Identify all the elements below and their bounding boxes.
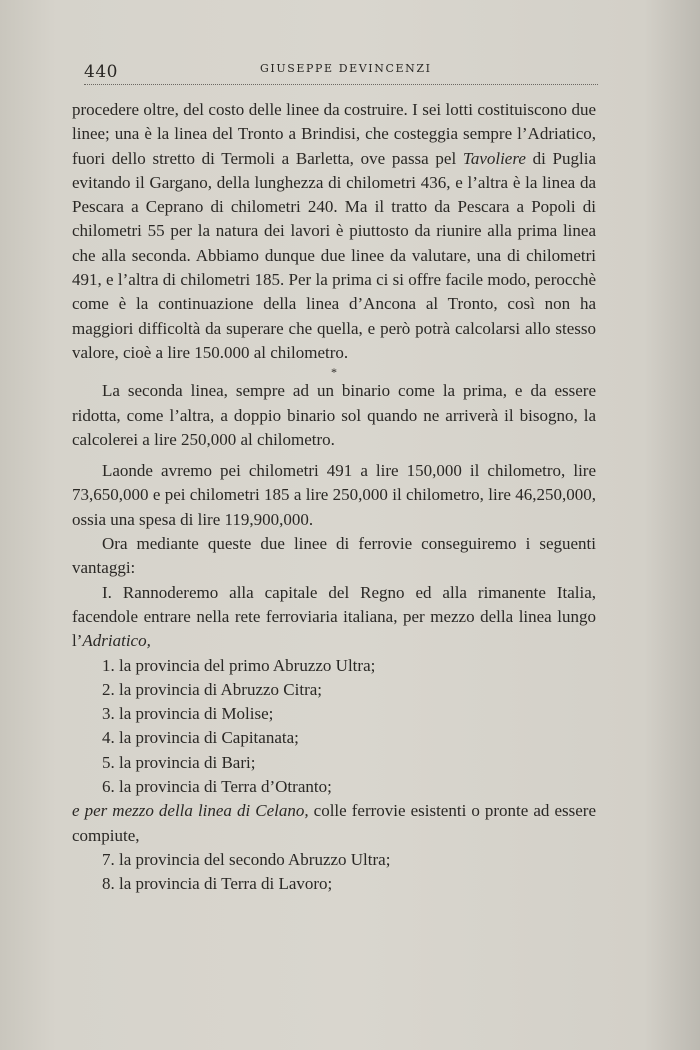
italic-term: Tavoliere [462, 148, 526, 168]
section-separator: * [331, 365, 337, 380]
list-item: 3. la provincia di Molise; [102, 704, 274, 724]
list-item: 2. la provincia di Abruzzo Citra; [102, 679, 322, 699]
header-dotted-rule [84, 84, 598, 85]
list-item: 5. la provincia di Bari; [102, 752, 256, 772]
running-head: GIUSEPPE DEVINCENZI [260, 62, 432, 75]
italic-phrase: e per mezzo della linea di Celano, [72, 801, 309, 821]
list-item: 1. la provincia del primo Abruzzo Ultra; [102, 655, 376, 675]
paragraph-6: e per mezzo della linea di Celano, colle ferrovie esistenti o pronte ad essere compiute, [72, 801, 596, 845]
page-header [84, 58, 590, 86]
body-text [72, 98, 596, 897]
paragraph-4: Ora mediante queste due linee di ferrovie conseguiremo i seguenti vantaggi: [72, 534, 596, 578]
page-number: 440 [84, 62, 118, 82]
list-item: 8. la provincia di Terra di Lavoro; [102, 874, 333, 894]
paragraph-2: La seconda linea, sempre ad un binario come la prima, e da essere ridotta, come l’altra, a doppio binario sol quando ne arriverà il bisogno, la calcolerei a lire 250,000 al chilometro. [72, 381, 596, 449]
list-item: 7. la provincia del secondo Abruzzo Ultra; [102, 849, 391, 869]
list-item: 6. la provincia di Terra d’Otranto; [102, 777, 332, 797]
paragraph-5: I. Rannoderemo alla capitale del Regno ed alla rimanente Italia, facendole entrare nella rete ferroviaria italiana, per mezzo della linea lungo l’Adriatico, [72, 582, 596, 651]
list-item: 4. la provincia di Capitanata; [102, 728, 299, 748]
paragraph-1: procedere oltre, del costo delle linee da costruire. I sei lotti costituiscono due linee; una è la linea del Tronto a Brindisi, che costeggia sempre l’Adriatico, fuori dello stretto di Termoli a Barletta, ove passa pel Tavoliere di Puglia evitando il Gargano, della lunghezza di chilometri 436, e l’altra è la linea da Pescara a Ceprano di chilometri 240. Ma il tratto da Pescara a Popoli di chilometri 55 per la natura dei lavori è piuttosto da riunire alla prima linea che alla seconda. Abbiamo dunque due linee da valutare, una di chilometri 491, e l’altra di chilometri 185. Per la prima ci si offre facile modo, perocchè come è la continuazione della linea d’Ancona al Tronto, così non ha maggiori difficoltà da superare che quella, e però potrà calcolarsi allo stesso valore, cioè a lire 150.000 al chilometro. [72, 100, 596, 362]
italic-term: Adriatico, [82, 631, 151, 651]
paragraph-3: Laonde avremo pei chilometri 491 a lire 150,000 il chilometro, lire 73,650,000 e pei chilometri 185 a lire 250,000 il chilometro, lire 46,250,000, ossia una spesa di lire 119,900,000. [72, 461, 596, 529]
paragraph-gap [72, 452, 596, 459]
